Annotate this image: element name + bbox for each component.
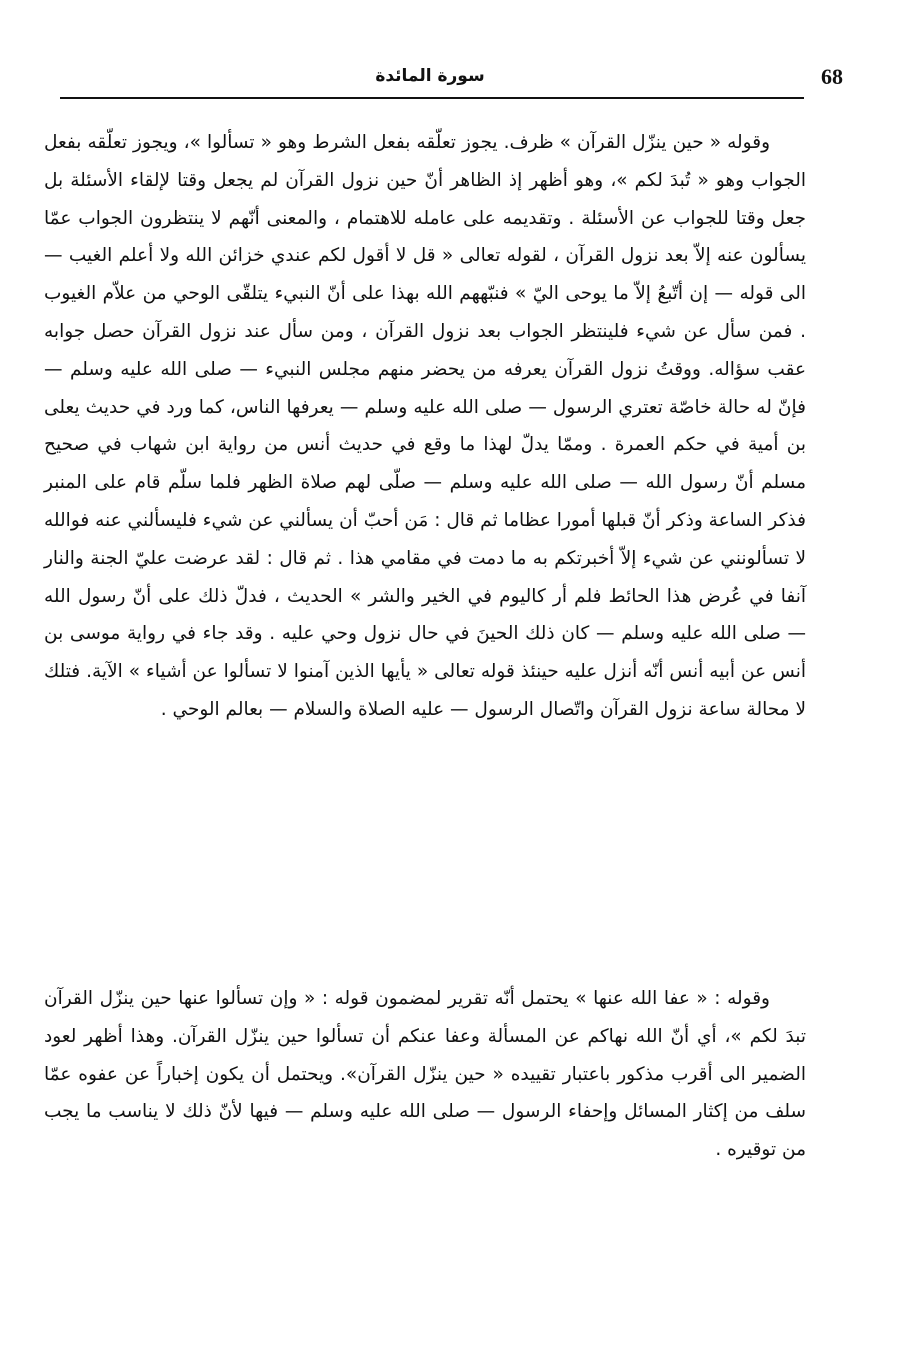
page-number: 68 bbox=[821, 64, 843, 89]
running-title: سورة المائدة bbox=[375, 66, 485, 86]
page-header bbox=[60, 58, 843, 98]
paragraph-2: وقوله : « عفا الله عنها » يحتمل أنّه تقرير لمضمون قوله : « وإن تسألوا عنها حين ينزّل القرآن تبدَ لكم »، أي أنّ الله نهاكم عن المسألة وعفا عنكم أن تسألوا حين ينزّل القرآن. وهذا أظهر لعود الضمير الى أقرب مذكور باعتبار تقييده « حين ينزّل القرآن». ويحتمل أن يكون إخباراً عن عفوه عمّا سلف من إكثار المسائل وإحفاء الرسول — صلى الله عليه وسلم — فيها لأنّ ذلك لا يناسب ما يجب من توقيره . bbox=[44, 988, 806, 1161]
paragraph-1: وقوله « حين ينزّل القرآن » ظرف. يجوز تعلّقه بفعل الشرط وهو « تسألوا »، ويجوز تعلّقه بفعل الجواب وهو « تُبدَ لكم »، وهو أظهر إذ الظاهر أنّ حين نزول القرآن لم يجعل وقتا لإلقاء الأسئلة بل جعل وقتا للجواب عن الأسئلة . وتقديمه على عامله للاهتمام ، والمعنى أنّهم لا ينتظرون الجواب عمّا يسألون عنه إلاّ بعد نزول القرآن ، لقوله تعالى « قل لا أقول لكم عندي خزائن الله ولا أعلم الغيب — الى قوله — إن أتّبعُ إلاّ ما يوحى اليّ » فنبّههم الله بهذا على أنّ النبيء يتلقّى الوحي من علاّم الغيوب . فمن سأل عن شيء فلينتظر الجواب بعد نزول القرآن ، ومن سأل عند نزول القرآن حصل جوابه عقب سؤاله. ووقتُ نزول القرآن يعرفه من يحضر منهم مجلس النبيء — صلى الله عليه وسلم — فإنّ له حالة خاصّة تعتري الرسول — صلى الله عليه وسلم — يعرفها الناس، كما ورد في حديث يعلى بن أمية في حكم العمرة . وممّا يدلّ لهذا ما وقع في حديث أنس من رواية ابن شهاب في صحيح مسلم أنّ رسول الله — صلى الله عليه وسلم — صلّى لهم صلاة الظهر فلما سلّم قام على المنبر فذكر الساعة وذكر أنّ قبلها أمورا عظاما ثم قال : مَن أحبّ أن يسألني عن شيء فليسألني عنه فوالله لا تسألونني عن شيء إلاّ أخبرتكم به ما دمت في مقامي هذا . ثم قال : لقد عرضت عليّ الجنة والنار آنفا في عُرض هذا الحائط فلم أر كاليوم في الخير والشر » الحديث ، فدلّ ذلك على أنّ رسول الله — صلى الله عليه وسلم — كان ذلك الحينَ في حال نزول وحي عليه . وقد جاء في رواية موسى بن أنس عن أبيه أنس أنّه أنزل عليه حينئذ قوله تعالى « يأيها الذين آمنوا لا تسألوا عن أشياء » الآية. فتلك لا محالة ساعة نزول القرآن واتّصال الرسول — عليه الصلاة والسلام — بعالم الوحي . bbox=[44, 132, 806, 720]
header-divider bbox=[60, 97, 804, 99]
